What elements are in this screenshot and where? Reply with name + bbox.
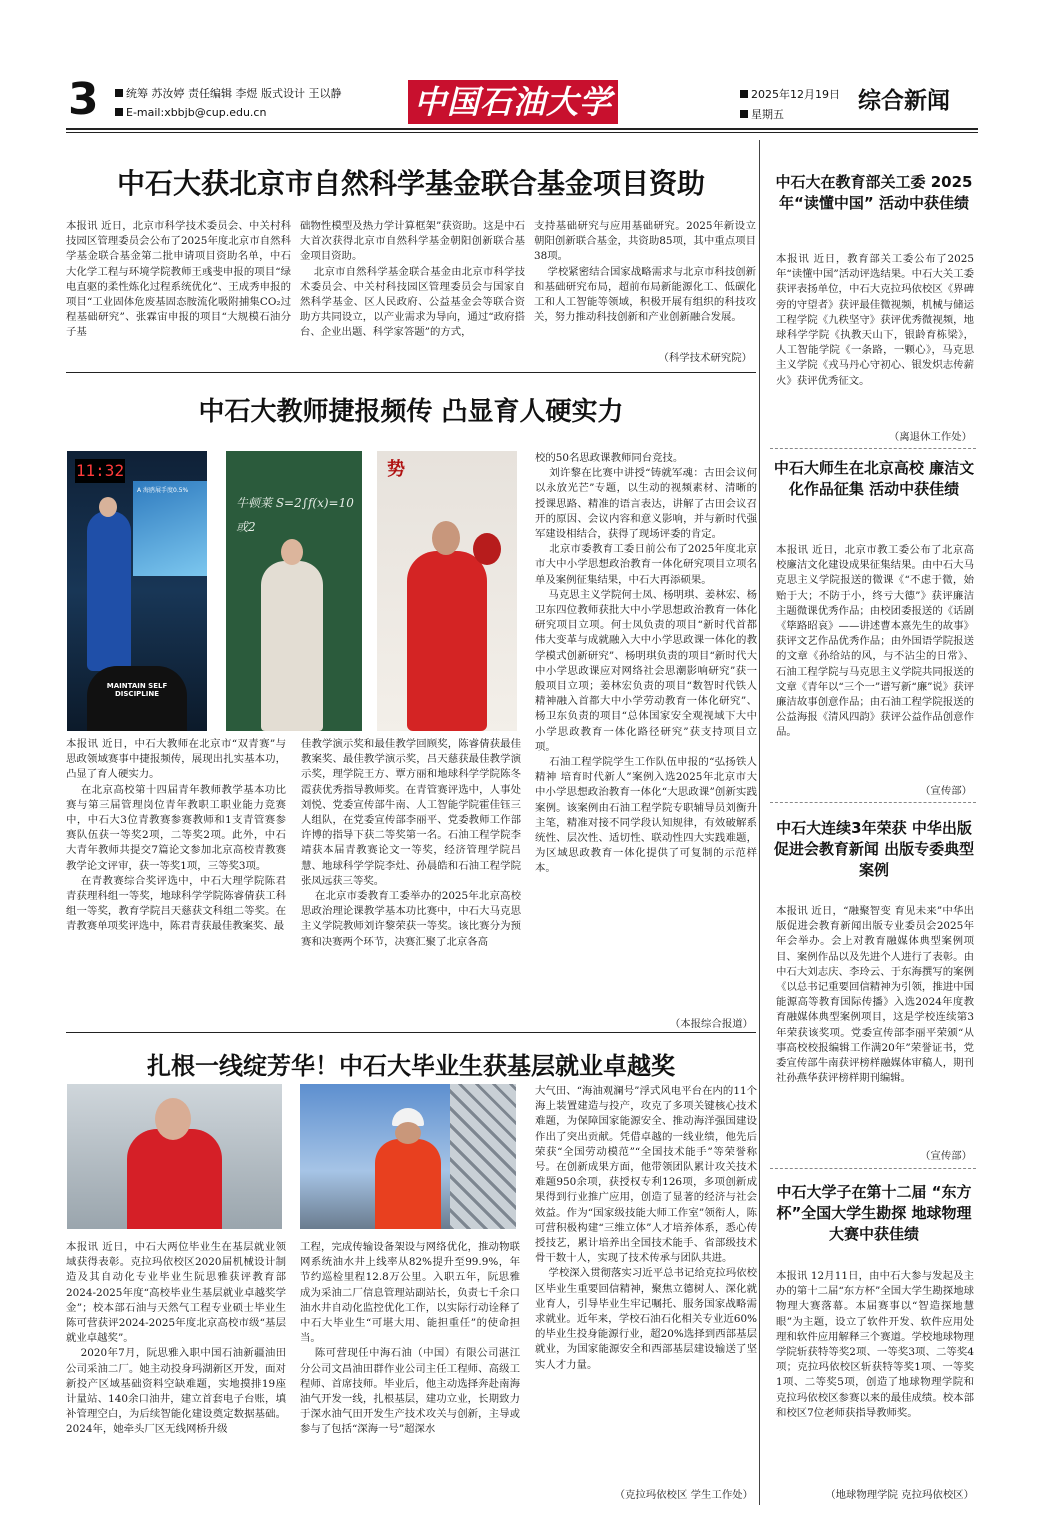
email: E-mail:xbbjb@cup.edu.cn bbox=[126, 106, 267, 119]
engineer-head bbox=[395, 1122, 421, 1144]
platform-structure bbox=[450, 1084, 516, 1229]
date-line bbox=[740, 86, 840, 102]
masthead-rule-thin bbox=[66, 132, 978, 133]
email-line bbox=[115, 106, 266, 119]
screen-caption: A 海鸥展手度0.5% bbox=[137, 487, 189, 494]
teacher-head-2 bbox=[281, 539, 303, 565]
side4-source: （地球物理学院 克拉玛依校区） bbox=[825, 1489, 974, 1501]
article1-col3: 支持基础研究与应用基础研究。2025年新设立朝阳创新联合基金，共资助85项，其中重点项目38项。 学校紧密结合国家战略需求与北京市科技创新和基础研究布局，超前布局新能源化工、低碳化工和人工智能等领域，积极开展有组织的科技攻关，努力推动科技创新和产业创新融合发展。 bbox=[534, 220, 756, 324]
teacher-figure-2 bbox=[261, 561, 323, 731]
article1-title: 中石大获北京市自然科学基金联合基金项目资助 bbox=[116, 167, 705, 200]
blackboard-writing: 牛顿莱 S=2∫f(x)=10或2 bbox=[236, 496, 354, 534]
article2-col1: 本报讯 近日，中石大教师在北京市“双青赛”与思政领域赛事中捷报频传，展现出扎实基本功，凸显了育人硬实力。 在北京高校第十四届青年教师教学基本功比赛与第三届管理岗位青年教职工职业能力竞赛中，中石大3位青教赛参赛教师和1支青管赛参赛队伍获一等奖2项，二等奖2项。此外，中石大青年教师共提交7篇论文参加北京高校青教赛教学论文评审，获一等奖1项，三等奖3项。 在青教赛综合奖评选中，中石大理学院陈君青获理科组一等奖，地球科学学院陈睿倩获工科组一等奖，教育学院吕天慈获文科组二等奖。在青教赛单项奖评选中，陈君青获最佳教案奖、最 bbox=[66, 738, 286, 933]
article3-col3: 大气田、“海油观澜号”浮式风电平台在内的11个海上装置建造与投产，攻克了多项关键核心技术难题，为保障国家能源安全、推动海洋强国建设作出了突出贡献。凭借卓越的一线业绩，他先后荣获“全国劳动模范”“全国技术能手”等荣誉称号。在创新成果方面，他带领团队累计攻关技术难题950余项，获授权专利126项，多项创新成果得到行业推广应用，创造了显著的经济与社会效益。作为“国家级技能大师工作室”领衔人，陈可营积极构建“三维立体”人才培养体系，悉心传授技艺，累计培养出全国技术能手、省部级技术骨干数十人，实现了技术传承与团队共进。 学校深入贯彻落实习近平总书记给克拉玛依校区毕业生重要回信精神，聚焦立德树人、深化就业育人，引导毕业生牢记嘱托、服务国家战略需求就业。近年来，学校石油石化相关专业近60%的毕业生投身能源行业，超20%选择到西部基层就业，为国家能源安全和西部基层建设输送了坚实人才力量。 bbox=[535, 1085, 757, 1371]
article2-col2: 佳教学演示奖和最佳教学回顾奖，陈睿倩获最佳教案奖、最佳教学演示奖，吕天慈获最佳教学演示奖，理学院王方、覃方丽和地球科学学院陈冬霞获优秀指导教师奖。在青管赛评选中，人事处刘悦、党委宣传部牛南、人工智能学院霍佳钰三人组队，在党委宣传部李丽平、党委教师工作部许博的指导下获二等奖第一名。石油工程学院李靖获本届青教赛论文一等奖，经济管理学院吕慧、地球科学学院李灶、孙晨皓和石油工程学院张凤远获三等奖。 在北京市委教育工委举办的2025年北京高校思政治理论课教学基本功比赛中，中石大马克思主义学院教师刘许黎荣获一等奖。该比赛分为预赛和决赛两个环节，决赛汇聚了北京各高 bbox=[301, 738, 521, 948]
article3-source: （克拉玛依校区 学生工作处） bbox=[614, 1489, 753, 1501]
article1-col1: 本报讯 近日，北京市科学技术委员会、中关村科技园区管理委员会公布了2025年度北京市自然科学基金联合基金第二批申请项目资助名单，中石大化学工程与环境学院教师王彧斐申报的项目“绿电直驱的柔性炼化过程系统优化”、王成秀申报的项目“工业固体危废基固态胺流化吸附捕集CO₂过程基础研究”、张霖宙申报的项目“大规模石油分子基 bbox=[66, 220, 291, 339]
issue-date: 2025年12月19日 bbox=[751, 88, 840, 101]
side1-title: 中石大在教育部关工委 2025年“读懂中国” 活动中获佳绩 bbox=[775, 173, 973, 212]
graduate-figure bbox=[127, 1129, 222, 1229]
athlete-head bbox=[432, 521, 460, 555]
student-shirt bbox=[87, 666, 187, 731]
teacher-presentation-photo bbox=[67, 451, 207, 731]
side2-source: （宣传部） bbox=[920, 785, 972, 797]
side-divider-2 bbox=[770, 802, 976, 803]
side3-source: （宣传部） bbox=[920, 1150, 972, 1162]
banner-character: 势 bbox=[387, 459, 405, 480]
engineer-figure bbox=[375, 1139, 441, 1229]
side1-body: 本报讯 近日，教育部关工委公布了2025年“读懂中国”活动评选结果。中石大关工委获评表扬单位，中石大克拉玛依校区《界碑旁的守望者》获评最佳微视频，机械与储运工程学院《九秩坚守》获评优秀微视频，地球科学学院《执教天山下，银龄育栋梁》，人工智能学院《一条路，一颗心》，马克思主义学院《戎马丹心守初心、银发炽志传薪火》获评优秀征文。 bbox=[776, 253, 974, 387]
side2-body: 本报讯 近日，北京市教工委公布了北京高校廉洁文化建设成果征集结果。由中石大马克思主义学院报送的微课《“不虑于微，始贻于大；不防于小，终亏大德”》获评廉洁主题微课优秀作品；由校团委报送的《话剧《筚路昭哀》——讲述曹本熹先生的故事》获评文艺作品优秀作品；由外国语学院报送的文章《孙给站的风，与不沾尘的日常》、石油工程学院与马克思主义学院共同报送的文章《青年以“三个一”谱写新“廉”说》获评廉洁故事创意作品；由石油工程学院报送的公益海报《清风四韵》获评公益作品创意作品。 bbox=[776, 544, 974, 739]
side3-title: 中石大连续3年荣获 中华出版促进会教育新闻 出版专委典型案例 bbox=[773, 819, 975, 879]
table-tennis-photo bbox=[377, 451, 517, 731]
article3-col1: 本报讯 近日，中石大两位毕业生在基层就业领域获得表彰。克拉玛依校区2020届机械设计制造及其自动化专业毕业生阮思雅获评教育部2024-2025年度“高校毕业生基层就业卓越奖学金”；校本部石油与天然气工程专业硕士毕业生陈可营获评2024-2025年度北京高校市级“基层就业卓越奖”。 2020年7月，阮思雅入职中国石油新疆油田公司采油二厂。她主动投身玛湖新区开发，面对新投产区域基础资料空缺难题，实地摸排19座计量站、140余口油井，建立首套电子台账，填补管理空白，为后续智能化建设奠定数据基础。2024年，她牵头厂区无线网桥升级 bbox=[66, 1241, 286, 1436]
credits-line bbox=[115, 85, 341, 101]
shirt-text: MAINTAIN SELF DISCIPLINE bbox=[106, 682, 168, 698]
offshore-engineer-photo bbox=[300, 1084, 516, 1229]
side3-body: 本报讯 近日，“融聚智变 育见未来”中华出版促进会教育新闻出版专业委员会2025年年会举办。会上对教育融媒体典型案例项目、案例作品以及先进个人进行了表彰。由中石大刘志庆、李玲云、于东海撰写的案例《以总书记重要回信精神为引领，推进中国能源高等教育国际传播》入选2024年度教育融媒体典型案例项目，这是学校连续第3年荣获该奖项。党委宣传部李丽平荣颁“从事高校校报编辑工作满20年”荣誉证书，党委宣传部牛南获评榜样融媒体审稿人，期刊社孙燕华获评榜样期刊编辑。 bbox=[776, 905, 974, 1085]
article2-bottom-rule bbox=[66, 1032, 756, 1033]
paddle-icon bbox=[473, 533, 501, 565]
side1-source: （离退休工作处） bbox=[888, 431, 972, 443]
credits: 统筹 苏汝婷 责任编辑 李煜 版式设计 王以静 bbox=[126, 87, 342, 100]
article1-source: （科学技术研究院） bbox=[658, 352, 752, 364]
article1-col2: 础物性模型及热力学计算框架”获资助。这是中石大首次获得北京市自然科学基金朝阳创新联合基金项目资助。 北京市自然科学基金联合基金由北京市科学技术委员会、中关村科技园区管理委员会与国家自然科学基金、区人民政府、公益基金会等联合资助方共同设立，以产业需求为导向，通过“政府搭台、企业出题、科学家答题”的方式， bbox=[300, 220, 525, 339]
presentation-screen bbox=[133, 481, 207, 576]
side2-title: 中石大师生在北京高校 廉洁文化作品征集 活动中获佳绩 bbox=[773, 459, 975, 498]
side-divider-1 bbox=[770, 448, 976, 449]
teacher-head bbox=[99, 497, 117, 517]
graduate-head bbox=[155, 1098, 191, 1140]
newspaper-logo: 中国石油大学 bbox=[408, 80, 618, 124]
masthead-rule bbox=[66, 128, 978, 130]
article3-col2: 工程，完成传输设备架设与网络优化，推动物联网系统油水井上线率从82%提升至99.9%，年节约巡检里程12.8万公里。入职五年，阮思雅成为采油二厂信息管理站副站长，负责七千余口油水井自动化监控优化工作，以实际行动诠释了中石大毕业生“可堪大用、能担重任”的使命担当。 陈可营现任中海石油（中国）有限公司湛江分公司文昌油田群作业公司主任工程师、高级工程师、首席技师。毕业后，他主动选择奔赴南海油气开发一线，扎根基层，建功立业，长期致力于深水油气田开发生产技术攻关与创新，主导或参与了包括“深海一号”超深水 bbox=[300, 1241, 520, 1436]
athlete-figure bbox=[407, 551, 487, 731]
teacher-figure bbox=[87, 511, 131, 671]
side4-body: 本报讯 12月11日，由中石大参与发起及主办的第十二届“东方杯”全国大学生勘探地球物理大赛落幕。本届赛事以“智造探地慧眼”为主题，设立了软件开发、软件应用处理和软件应用解释三个赛道。学校地球物理学院斩获特等奖2项、一等奖3项、二等奖4项；克拉玛依校区斩获特等奖1项、一等奖1项、二等奖5项，创造了地球物理学院和克拉玛依校区参赛以来的最佳成绩。校本部和校区7位老师获指导教师奖。 bbox=[776, 1270, 974, 1419]
digital-clock: 11:32 bbox=[75, 459, 125, 483]
side4-title: 中石大学子在第十二届 “东方杯”全国大学生勘探 地球物理大赛中获佳绩 bbox=[776, 1183, 972, 1243]
article2-source: （本报综合报道） bbox=[669, 1018, 753, 1030]
weekday: 星期五 bbox=[751, 108, 784, 121]
section-name: 综合新闻 bbox=[858, 88, 950, 114]
side-divider-3 bbox=[770, 1168, 976, 1169]
article2-title: 中石大教师捷报频传 凸显育人硬实力 bbox=[198, 397, 624, 427]
teacher-blackboard-photo bbox=[226, 451, 362, 731]
graduate-portrait-photo bbox=[67, 1084, 282, 1229]
article2-col3: 校的50名思政课教师同台竞技。 刘许黎在比赛中讲授“铸就军魂：古田会议何以永放光芒”专题，以生动的视频素材、清晰的授课思路、精准的语言表达，讲解了古田会议召开的原因、会议内容和意义影响，并与新时代强军建设相结合，获得了现场评委的肯定。 北京市委教育工委日前公布了2025年度北京市大中小学思想政治教育一体化研究项目立项名单及案例征集结果，中石大再添硕果。 马克思主义学院何士凤、杨明琪、姜林宏、杨卫东四位教师获批大中小学思想政治教育一体化研究项目立项。何士凤负责的项目“新时代首都伟大变革与成就融入大中小学思政课一体化的教学模式创新研究”、杨明琪负责的项目“新时代大中小学思政课应对网络社会思潮影响研究”获一般项目立项；姜林宏负责的项目“数智时代铁人精神融入首都大中小学劳动教育一体化研究”、杨卫东负责的项目“总体国家安全观视域下大中小学思政教育一体化路径研究”获支持项目立项。 石油工程学院学生工作队伍申报的“弘扬铁人精神 培育时代新人”案例入选2025年北京市大中小学思想政治教育一体化“大思政课”创新实践案例。该案例由石油工程学院专职辅导员刘衡升主笔，精准对接不同学段认知规律，有效破解系统性、层次性、适切性、联动性四大实践难题，为区域思政教育一体化提供了可复制的示范样本。 bbox=[535, 452, 757, 875]
weekday-line bbox=[740, 106, 784, 122]
article1-bottom-rule bbox=[66, 372, 756, 373]
sidebar-divider bbox=[759, 140, 760, 1505]
article3-title: 扎根一线绽芳华！中石大毕业生获基层就业卓越奖 bbox=[147, 1052, 675, 1080]
page-number: 3 bbox=[68, 74, 99, 125]
